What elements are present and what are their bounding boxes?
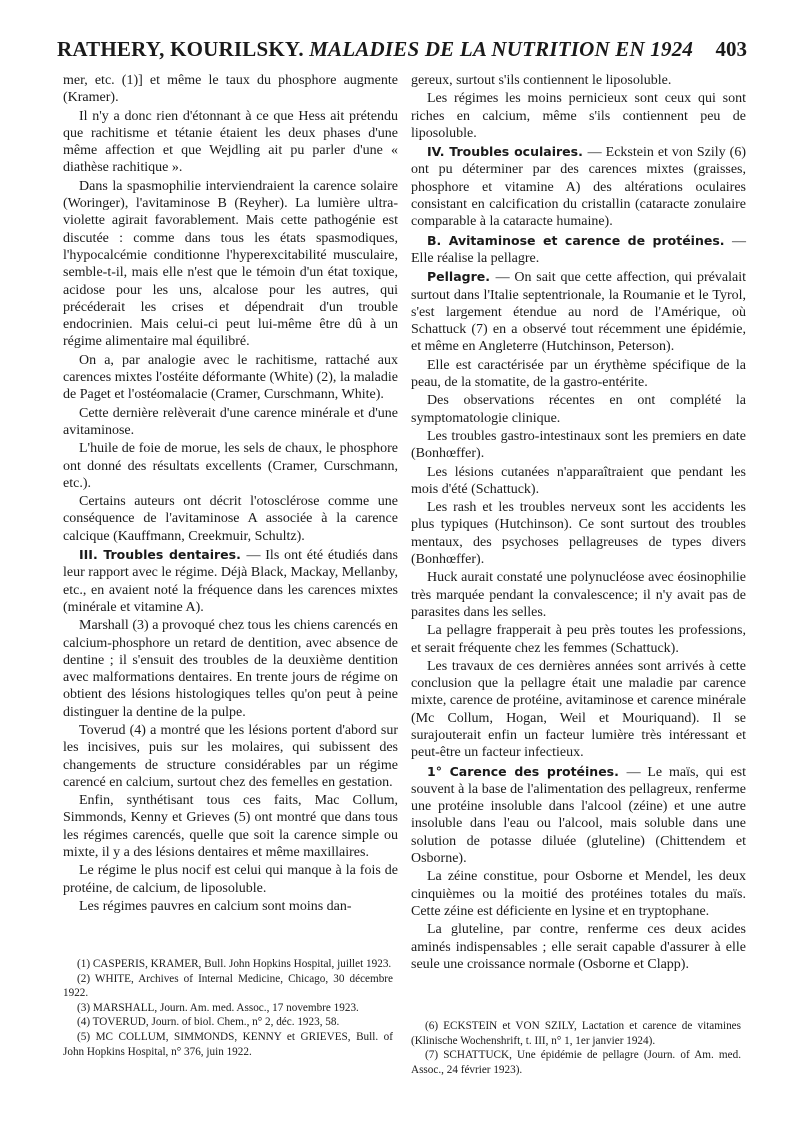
left-column	[63, 72, 398, 916]
running-head	[57, 37, 693, 62]
paragraph: Les régimes les moins pernicieux sont ceux qui sont riches en calcium, même s'ils contiennent peu de liposoluble.	[411, 91, 746, 141]
footnote: (2) WHITE, Archives of Internal Medicine, Chicago, 30 décembre 1922.	[63, 972, 393, 1000]
paragraph: mer, etc. (1)] et même le taux du phosphore augmente (Kramer).	[63, 73, 398, 106]
footnote: (4) TOVERUD, Journ. of biol. Chem., n° 2, déc. 1923, 58.	[77, 1016, 340, 1029]
paragraph: On a, par analogie avec le rachitisme, rattaché aux carences mixtes l'ostéite déformante (White) (2), la maladie de Paget et l'ostéomalacie (Cramer, Curschmann, White).	[63, 352, 398, 403]
paragraph: Enfin, synthétisant tous ces faits, Mac Collum, Simmonds, Kenny et Grieves (5) ont montré que dans tous les régimes carencés, quelle que soit la carence simple ou mixte, il y a des lésions dentaires et même maxillaires.	[63, 793, 398, 861]
footnotes-left	[63, 957, 393, 1059]
paragraph: Elle est caractérisée par un érythème spécifique de la peau, de la stomatite, de la gastro-entérite.	[411, 357, 746, 391]
footnote: (6) ECKSTEIN et VON SZILY, Lactation et carence de vitamines (Klinische Wochenshrift, t. III, n° 1, 1er janvier 1924).	[411, 1020, 741, 1047]
paragraph: Le régime le plus nocif est celui qui manque à la fois de protéine, de calcium, de liposoluble.	[63, 863, 398, 896]
paragraph: L'huile de foie de morue, les sels de chaux, le phosphore ont donné des résultats excellents (Cramer, Curschmann, etc.).	[63, 441, 398, 491]
footnote: (5) MC COLLUM, SIMMONDS, KENNY et GRIEVES, Bull. of John Hopkins Hospital, n° 376, juin 1922.	[63, 1030, 393, 1058]
paragraph: La zéine constitue, pour Osborne et Mendel, les deux cinquièmes ou la moitié des protéines totales du maïs. Cette zéine est déficiente en lysine et en tryptophane.	[411, 869, 746, 919]
section-heading-pellagre: Pellagre. — On sait que cette affection, qui prévalait surtout dans l'Italie septentrionale, la Roumanie et le Tyrol, s'est largement étendue au nord de l'Amérique, où Schattuck (7) en a observé tout récemment une épidémie, et même en Angleterre (Hutchinson, Peterson).	[411, 269, 746, 355]
paragraph: Toverud (4) a montré que les lésions portent d'abord sur les incisives, puis sur les molaires, qui subissent des changements de structure considérables par un régime carencé en calcium, surtout chez des femelles en gestation.	[63, 722, 398, 790]
header-journal-title: MALADIES DE LA NUTRITION EN 1924	[309, 37, 694, 61]
paragraph: gereux, surtout s'ils contiennent le liposoluble.	[411, 73, 672, 88]
paragraph: Il n'y a donc rien d'étonnant à ce que Hess ait prétendu que rachitisme et tétanie étaient les deux phases d'une même affection et que Wejdling ait pu parler d'une « diathèse rachitique ».	[63, 108, 398, 176]
running-header	[57, 37, 747, 67]
footnote: (1) CASPERIS, KRAMER, Bull. John Hopkins Hospital, juillet 1923.	[77, 958, 392, 970]
paragraph: Huck aurait constaté une polynucléose avec éosinophilie très marquée pendant la convalescence; il n'y avait pas de parasites dans les selles.	[411, 570, 746, 620]
footnote: (7) SCHATTUCK, Une épidémie de pellagre (Journ. of Am. med. Assoc., 24 février 1923).	[411, 1049, 741, 1076]
paragraph: Cette dernière relèverait d'une carence minérale et d'une avitaminose.	[63, 405, 398, 438]
paragraph: Des observations récentes en ont complété la symptomatologie clinique.	[411, 393, 746, 426]
section-heading-avitaminose: B. Avitaminose et carence de protéines. — Elle réalise la pellagre.	[411, 232, 746, 266]
footnote: (3) MARSHALL, Journ. Am. med. Assoc., 17 novembre 1923.	[77, 1001, 359, 1014]
section-heading-troubles-oculaires: IV. Troubles oculaires. — Eckstein et von Szily (6) ont pu déterminer par des carences mixtes (graisses, phosphore et vitamine A) des altérations oculaires consistant en calcification du cristallin (cataracte zonulaire comparable à la cataracte humaine).	[411, 144, 746, 230]
paragraph: Certains auteurs ont décrit l'otosclérose comme une conséquence de l'avitaminose A associée à la carence calcique (Kauffmann, Creekmuir, Schultz).	[63, 494, 398, 544]
paragraph: La pellagre frapperait à peu près toutes les professions, et serait fréquente chez les femmes (Schattuck).	[411, 623, 746, 656]
paragraph: Les troubles gastro-intestinaux sont les premiers en date (Bonhœffer).	[411, 428, 746, 462]
paragraph: Les rash et les troubles nerveux sont les accidents les plus typiques (Hutchinson). Ce sont surtout des troubles mentaux, des psychoses pellagreuses de types divers (Bonhœffer).	[411, 500, 746, 568]
section-heading-troubles-dentaires: III. Troubles dentaires. — Ils ont été étudiés dans leur rapport avec le régime. Déjà Black, Mackay, Mellanby, etc., en avaient noté la fréquence dans les carences mixtes (minérale et vitamine A).	[63, 547, 398, 615]
paragraph: Les travaux de ces dernières années sont arrivés à cette conclusion que la pellagre était une maladie par carence mixte, carence de protéine, avitaminose et carence minérale (Mc Collum, Hogan, Weil et Mouriquand). Il se surajouterait enfin un facteur lumière très intéressant et peut-être un facteur infectieux.	[411, 658, 746, 761]
header-authors: RATHERY, KOURILSKY.	[57, 37, 304, 61]
paragraph: Les régimes pauvres en calcium sont moins dan-	[79, 898, 352, 914]
paragraph: Marshall (3) a provoqué chez tous les chiens carencés en calcium-phosphore un retard de dentition, avec absence de dentine ; il s'ensuit des troubles de la deuxième dentition avec malformations dentaires. En trente jours de régime on obtient des lésions histologiques telles qu'on peut à peine distinguer la dentine de la pulpe.	[63, 618, 398, 720]
paragraph: Dans la spasmophilie interviendraient la carence solaire (Woringer), l'avitaminose B (Reyher). La lumière ultra-violette agirait favorablement. Mais cette pathogénie est discutée : comme dans tous les états spasmodiques, l'hypocalcémie conditionne l'hyperexcitabilité musculaire, semble-t-il, mais elle n'est que le témoin d'un état toxique, acidose pour les uns, alcalose pour les autres, qui précéderait les crises et dépendrait d'un trouble endocrinien. Mais celui-ci peut lui-même être dû à un régime alimentaire mal équilibré.	[63, 178, 398, 350]
right-column	[411, 72, 746, 974]
paragraph: Les lésions cutanées n'apparaîtraient que pendant les mois d'été (Schattuck).	[411, 464, 746, 497]
section-heading-carence-proteines: 1° Carence des protéines. — Le maïs, qui est souvent à la base de l'alimentation des pellagreux, renferme une protéine insoluble dans l'alcool (zéine) et une autre insoluble dans l'eau ou l'alcool, mais soluble dans une solution de potasse diluée (gluteline) (Chittendem et Osborne).	[411, 763, 746, 867]
paragraph: La gluteline, par contre, renferme ces deux acides aminés indispensables ; elle serait capable d'assurer à elle seule une croissance normale (Osborne et Clapp).	[411, 922, 746, 972]
page-number: 403	[715, 37, 747, 61]
footnotes-right	[411, 1019, 741, 1077]
